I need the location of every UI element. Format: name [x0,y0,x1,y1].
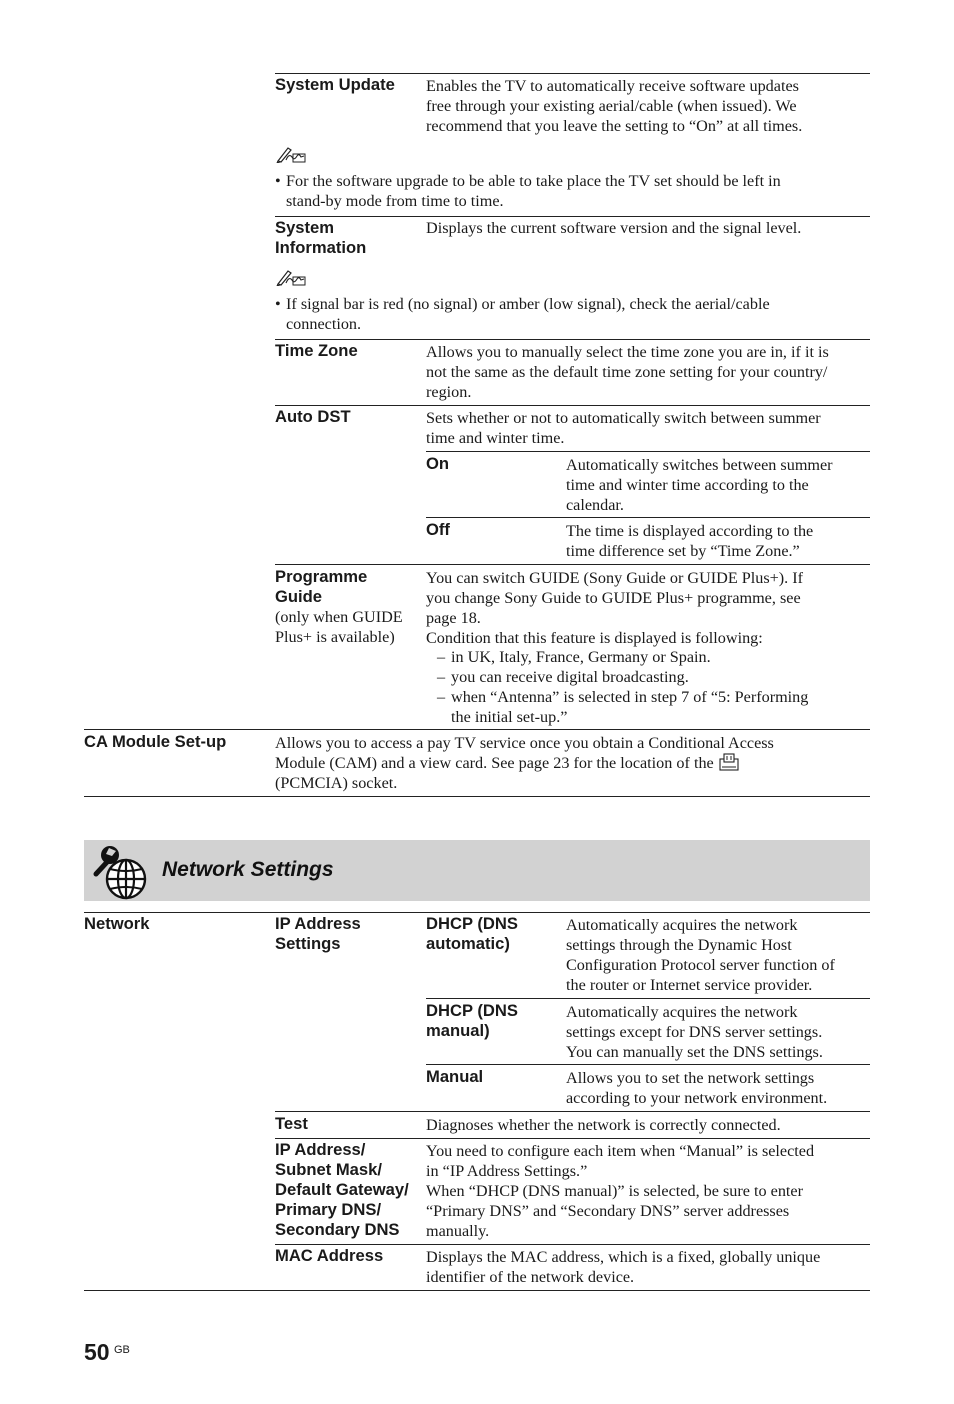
mac-address-description: Displays the MAC address, which is a fixed, globally unique identifier of the network device. [426,1248,821,1286]
pencil-note-icon [276,268,306,286]
programme-guide-label: Programme Guide [275,567,368,606]
mac-address-label: MAC Address [275,1246,384,1265]
divider [84,1290,870,1291]
time-zone-label: Time Zone [275,341,358,360]
divider [275,1244,870,1245]
network-settings-icon [90,844,148,900]
test-description: Diagnoses whether the network is correctly connected. [426,1116,781,1134]
dhcp-manual-description: Automatically acquires the network settings except for DNS server settings. You can manually set the DNS settings. [566,1003,823,1061]
divider [275,564,870,565]
programme-guide-description: You can switch GUIDE (Sony Guide or GUIDE Plus+). If you change Sony Guide to GUIDE Plus+ programme, see page 18. Condition that this feature is displayed is following: [426,569,804,647]
auto-dst-on-description: Automatically switches between summer time and winter time according to the calendar. [566,456,833,514]
system-information-label: System Information [275,218,367,257]
auto-dst-description: Sets whether or not to automatically switch between summer time and winter time. [426,409,821,447]
manual-description: Allows you to set the network settings according to your network environment. [566,1069,828,1107]
programme-guide-sublabel: (only when GUIDE Plus+ is available) [275,608,403,646]
ca-module-description: Allows you to access a pay TV service once you obtain a Conditional Access Module (CAM) and a view card. See page 23 for the location of the (PCMCIA) socket. [275,734,774,792]
ca-module-label: CA Module Set-up [84,732,227,751]
divider [275,216,870,217]
ip-address-label: IP Address/ Subnet Mask/ Default Gateway/ Primary DNS/ Secondary DNS [275,1140,409,1239]
network-settings-banner [84,840,870,901]
manual-label: Manual [426,1067,484,1086]
divider [84,912,870,913]
divider [84,729,870,730]
programme-guide-conditions [426,647,870,727]
page-suffix: GB [114,1344,130,1356]
auto-dst-on-label: On [426,454,450,473]
auto-dst-off-label: Off [426,520,450,539]
divider [275,405,870,406]
dhcp-automatic-description: Automatically acquires the network settings through the Dynamic Host Configuration Protocol server function of the router or Internet service provider. [566,916,835,994]
pcmcia-slot-icon [718,753,740,771]
divider [426,451,870,452]
page-number: 50 [84,1339,110,1365]
divider [426,998,870,999]
ip-address-description: You need to configure each item when “Manual” is selected in “IP Address Settings.” When “DHCP (DNS manual)” is selected, be sure to enter “Primary DNS” and “Secondary DNS” server addresses manually. [426,1142,815,1240]
divider [426,1064,870,1065]
divider [275,73,870,74]
divider [275,339,870,340]
section-title: Network Settings [162,858,334,881]
system-update-description: Enables the TV to automatically receive software updates free through your existing aerial/cable (when issued). We recommend that you leave the setting to “On” at all times. [426,77,803,135]
auto-dst-label: Auto DST [275,407,351,426]
pencil-note-icon [276,145,306,163]
ip-address-settings-label: IP Address Settings [275,914,361,953]
system-update-label: System Update [275,75,395,94]
test-label: Test [275,1114,308,1133]
auto-dst-off-description: The time is displayed according to the time difference set by “Time Zone.” [566,522,814,560]
list-item: – you can receive digital broadcasting. [437,668,689,686]
time-zone-description: Allows you to manually select the time zone you are in, if it is not the same as the default time zone setting for your country/ region. [426,343,829,401]
system-information-description: Displays the current software version and the signal level. [426,219,802,237]
dhcp-manual-label: DHCP (DNS manual) [426,1001,518,1040]
divider [426,517,870,518]
list-item: – in UK, Italy, France, Germany or Spain. [437,648,711,666]
divider [275,1111,870,1112]
network-label: Network [84,914,150,933]
divider [275,1138,870,1139]
divider [84,796,870,797]
dhcp-automatic-label: DHCP (DNS automatic) [426,914,518,953]
list-item: – when “Antenna” is selected in step 7 of “5: Performing the initial set-up.” [437,688,809,726]
